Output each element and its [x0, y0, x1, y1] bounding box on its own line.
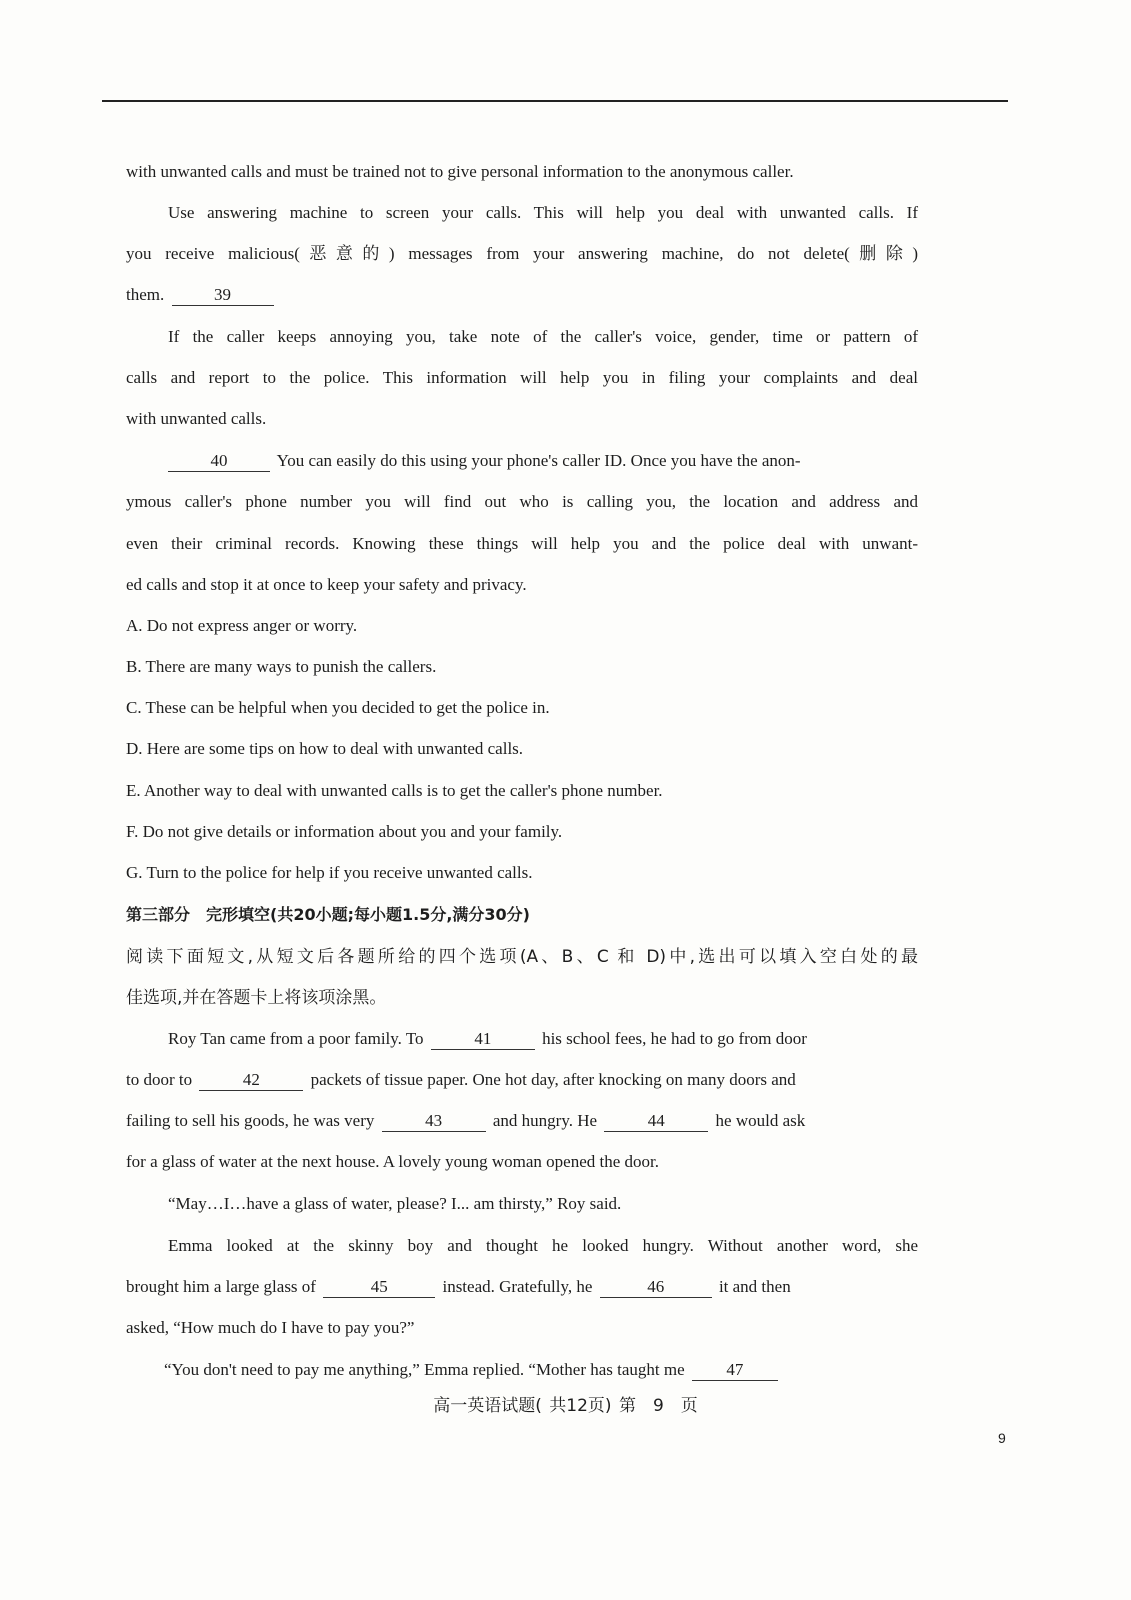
- option-a: A. Do not express anger or worry.: [126, 616, 358, 635]
- answer-blank-40: 40: [168, 451, 270, 472]
- passage-line: calls and report to the police. This information will help you in filing your complaints and deal: [126, 368, 918, 387]
- answer-blank-43: 43: [382, 1111, 486, 1132]
- top-rule: [102, 100, 1008, 102]
- cloze-text: instead. Gratefully, he: [442, 1277, 593, 1296]
- passage-text: them.: [126, 285, 165, 304]
- passage-line: [126, 284, 918, 306]
- passage-line: [168, 450, 918, 472]
- page-number: 9: [998, 1430, 1006, 1446]
- cloze-line: Emma looked at the skinny boy and thought he looked hungry. Without another word, she: [168, 1236, 918, 1255]
- passage-line: Use answering machine to screen your calls. This will help you deal with unwanted calls. If: [168, 203, 918, 222]
- answer-blank-42: 42: [199, 1070, 303, 1091]
- option-d: D. Here are some tips on how to deal with unwanted calls.: [126, 739, 524, 758]
- cloze-line: [164, 1359, 914, 1381]
- cloze-text: Roy Tan came from a poor family. To: [168, 1029, 424, 1048]
- cloze-text: failing to sell his goods, he was very: [126, 1111, 375, 1130]
- cloze-text: “You don't need to pay me anything,” Emma replied. “Mother has taught me: [164, 1360, 685, 1379]
- section-heading: 第三部分 完形填空(共20小题;每小题1.5分,满分30分): [126, 905, 530, 924]
- cloze-text: his school fees, he had to go from door: [542, 1029, 807, 1048]
- answer-blank-47: 47: [692, 1360, 778, 1381]
- cloze-line: “May…I…have a glass of water, please? I... am thirsty,” Roy said.: [168, 1194, 622, 1213]
- section-instruction: 阅读下面短文,从短文后各题所给的四个选项(A、B、C 和 D)中,选出可以填入空白处的最: [126, 947, 918, 967]
- option-g: G. Turn to the police for help if you receive unwanted calls.: [126, 863, 533, 882]
- passage-line: ed calls and stop it at once to keep your safety and privacy.: [126, 575, 527, 594]
- cloze-text: to door to: [126, 1070, 193, 1089]
- cloze-line: [126, 1276, 918, 1298]
- answer-blank-39: 39: [172, 285, 274, 306]
- passage-line: even their criminal records. Knowing these things will help you and the police deal with unwant-: [126, 534, 918, 553]
- passage-line: with unwanted calls and must be trained not to give personal information to the anonymous caller.: [126, 162, 794, 181]
- passage-line: If the caller keeps annoying you, take note of the caller's voice, gender, time or pattern of: [168, 327, 918, 346]
- answer-blank-45: 45: [323, 1277, 435, 1298]
- section-instruction: 佳选项,并在答题卡上将该项涂黑。: [126, 988, 387, 1008]
- cloze-line: [126, 1110, 918, 1132]
- passage-line: with unwanted calls.: [126, 409, 267, 428]
- cloze-text: and hungry. He: [492, 1111, 598, 1130]
- passage-text: you receive malicious(恶意的) messages from your answering machine, do not delete(删除): [126, 244, 918, 263]
- cloze-text: brought him a large glass of: [126, 1277, 316, 1296]
- option-c: C. These can be helpful when you decided to get the police in.: [126, 698, 550, 717]
- answer-blank-41: 41: [431, 1029, 535, 1050]
- answer-blank-46: 46: [600, 1277, 712, 1298]
- option-f: F. Do not give details or information about you and your family.: [126, 822, 563, 841]
- cloze-line: [168, 1028, 918, 1050]
- passage-text: You can easily do this using your phone's caller ID. Once you have the anon-: [276, 451, 801, 470]
- cloze-line: asked, “How much do I have to pay you?”: [126, 1318, 415, 1337]
- option-e: E. Another way to deal with unwanted calls is to get the caller's phone number.: [126, 781, 663, 800]
- cloze-text: packets of tissue paper. One hot day, after knocking on many doors and: [310, 1070, 796, 1089]
- cloze-line: [126, 1069, 918, 1091]
- cloze-line: for a glass of water at the next house. A lovely young woman opened the door.: [126, 1152, 660, 1171]
- page-footer: 高一英语试题( 共12页) 第 9 页: [433, 1396, 698, 1416]
- cloze-text: he would ask: [715, 1111, 806, 1130]
- cloze-text: it and then: [718, 1277, 791, 1296]
- option-b: B. There are many ways to punish the callers.: [126, 657, 437, 676]
- answer-blank-44: 44: [604, 1111, 708, 1132]
- passage-line: [126, 243, 918, 265]
- passage-line: ymous caller's phone number you will find out who is calling you, the location and address and: [126, 492, 918, 511]
